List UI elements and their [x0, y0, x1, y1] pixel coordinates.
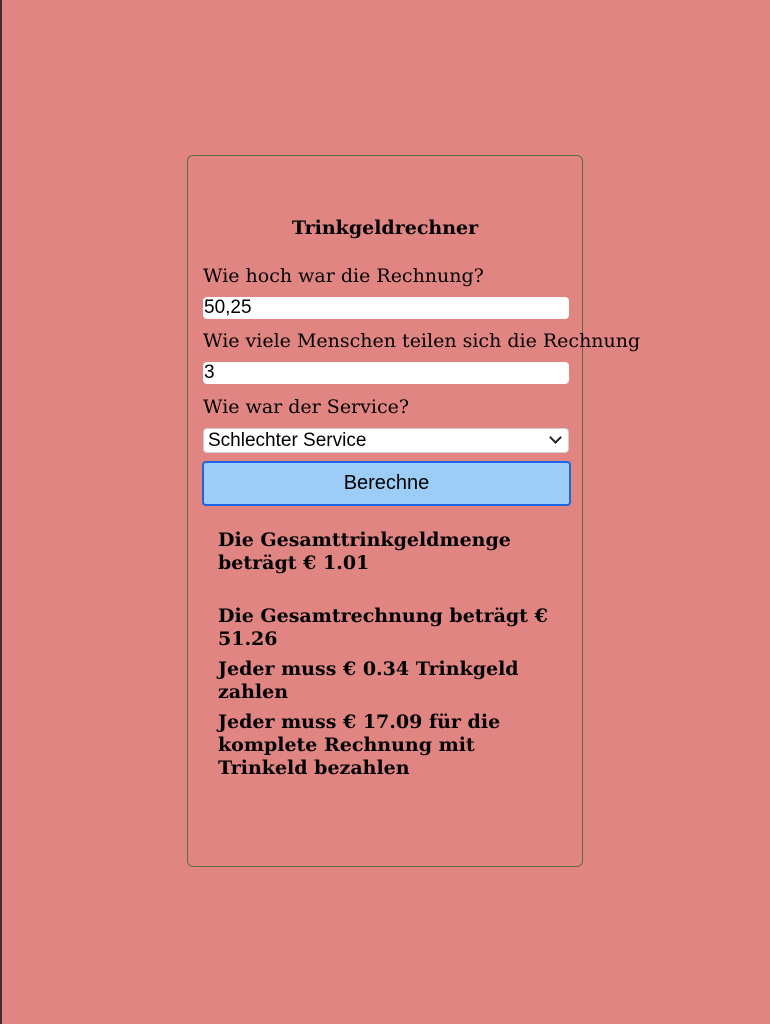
page-title: Trinkgeldrechner: [291, 217, 479, 239]
window-edge: [0, 0, 2, 1024]
service-select-value: Schlechter Service: [208, 430, 367, 451]
bill-input[interactable]: [203, 297, 569, 319]
service-label: Wie war der Service?: [203, 396, 410, 418]
chevron-down-icon: [549, 431, 562, 444]
result-tip-per-person: Jeder muss € 0.34 Trinkgeld zahlen: [218, 658, 519, 703]
result-total-per-person: Jeder muss € 17.09 für die komplete Rechnung mit Trinkeld bezahlen: [218, 711, 501, 779]
bill-label: Wie hoch war die Rechnung?: [203, 265, 484, 287]
people-label: Wie viele Menschen teilen sich die Rechnung: [203, 330, 641, 352]
service-select[interactable]: [203, 428, 569, 453]
people-input[interactable]: [203, 362, 569, 384]
tip-calculator-card: [187, 155, 641, 867]
result-total-tip: Die Gesamttrinkgeldmenge beträgt € 1.01: [218, 529, 511, 574]
calculate-button[interactable]: Berechne: [202, 461, 571, 506]
result-total-bill: Die Gesamtrechnung beträgt € 51.26: [218, 605, 548, 650]
